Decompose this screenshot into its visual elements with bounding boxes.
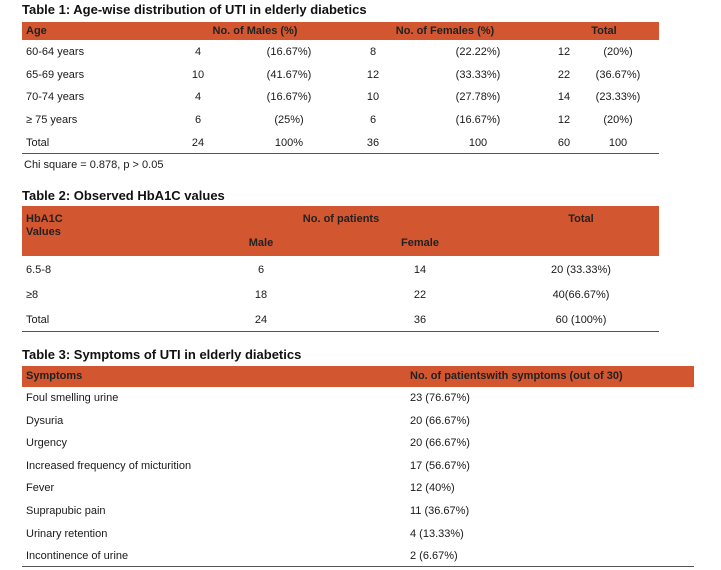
table1-cell-total-pct: 100 — [608, 137, 628, 149]
table2-cell-female: 22 — [413, 289, 427, 301]
table2-cell-male: 6 — [257, 264, 265, 276]
table3-cell-count: 12 (40%) — [410, 482, 455, 495]
table1-cell-females-pct: (27.78%) — [455, 91, 501, 103]
table2-cell-value: 6.5-8 — [26, 264, 52, 276]
table3-cell-symptom: Foul smelling urine — [26, 392, 119, 404]
table3-cell-count: 2 (6.67%) — [410, 550, 458, 563]
table3-cell-symptom: Increased frequency of micturition — [26, 459, 192, 472]
table2-cell-total: 20 (33.33%) — [551, 264, 611, 276]
table1-cell-females-pct: (33.33%) — [455, 69, 501, 81]
table3-cell-symptom: Urinary retention — [26, 527, 108, 540]
table1-cell-males-pct: (41.67%) — [266, 69, 312, 81]
table2-header-patients: No. of patients — [302, 213, 380, 225]
table1-cell-females-pct: (22.22%) — [455, 46, 501, 58]
table2-header-male: Male — [248, 237, 274, 249]
table1-cell-males: 4 — [194, 46, 202, 58]
table1-cell-males-pct: 100% — [274, 137, 304, 149]
table2-bottom-rule — [22, 331, 659, 332]
table1-header — [22, 22, 659, 40]
table2-header — [22, 206, 659, 256]
table3-cell-symptom: Dysuria — [26, 414, 64, 427]
table1-cell-males-pct: (25%) — [274, 114, 304, 126]
table3-bottom-rule — [22, 566, 694, 567]
table1-cell-total: 12 — [557, 114, 571, 126]
table3-cell-symptom: Suprapubic pain — [26, 505, 106, 517]
table1-cell-males: 10 — [191, 69, 205, 81]
table1-header-females: No. of Females (%) — [395, 25, 495, 37]
table3-cell-symptom: Fever — [26, 482, 55, 495]
table1-cell-total-pct: (23.33%) — [595, 91, 641, 103]
table1-header-total: Total — [591, 25, 617, 37]
table3-cell-symptom: Urgency — [26, 437, 67, 450]
table3-cell-symptom: Incontinence of urine — [26, 550, 129, 563]
table3-cell-count: 20 (66.67%) — [410, 414, 470, 427]
table2-title: Table 2: Observed HbA1C values — [22, 188, 225, 203]
table1-cell-total: 22 — [557, 69, 571, 81]
table1-cell-males-pct: (16.67%) — [266, 91, 312, 103]
table1-cell-age: Total — [26, 137, 50, 149]
table2-header-female: Female — [401, 237, 439, 249]
table3-title: Table 3: Symptoms of UTI in elderly diabetics — [22, 347, 302, 362]
table1-header-males: No. of Males (%) — [212, 25, 298, 37]
table1-cell-total: 60 — [557, 137, 571, 149]
table1-cell-age: 60-64 years — [26, 46, 85, 58]
table1-cell-total: 12 — [557, 46, 571, 58]
table1-header-age: Age — [26, 25, 47, 37]
table1-cell-total-pct: (20%) — [603, 114, 633, 126]
table1-cell-total-pct: (20%) — [603, 46, 633, 58]
table2-cell-female: 14 — [413, 264, 427, 276]
table1-cell-males-pct: (16.67%) — [266, 46, 312, 58]
table2-cell-female: 36 — [413, 314, 427, 326]
table1-cell-females: 10 — [366, 91, 380, 103]
table3-cell-count: 11 (36.67%) — [410, 505, 470, 517]
table2-header-hba1c-line1: HbA1C — [26, 213, 63, 225]
table2-cell-total: 60 (100%) — [555, 314, 607, 326]
table3-cell-count: 20 (66.67%) — [410, 437, 470, 450]
table1-cell-females: 8 — [369, 46, 377, 58]
table3-header-count: No. of patientswith symptoms (out of 30) — [410, 370, 623, 382]
table1-cell-total-pct: (36.67%) — [595, 69, 641, 81]
table1-cell-males: 24 — [191, 137, 205, 149]
table1-title: Table 1: Age-wise distribution of UTI in elderly diabetics — [22, 2, 367, 17]
table1-cell-females-pct: 100 — [468, 137, 488, 149]
table1-cell-total: 14 — [557, 91, 571, 103]
table1-cell-females: 12 — [366, 69, 380, 81]
table1-cell-females-pct: (16.67%) — [455, 114, 501, 126]
table2-cell-value: Total — [26, 314, 50, 326]
table3-header-symptoms: Symptoms — [26, 370, 83, 382]
table3-cell-count: 17 (56.67%) — [410, 459, 470, 472]
table3-header — [22, 366, 694, 387]
table2-header-hba1c-line2: Values — [26, 226, 61, 238]
table1-cell-age: 70-74 years — [26, 91, 85, 103]
table1-cell-age: 65-69 years — [26, 69, 85, 81]
table2-header-total: Total — [568, 213, 594, 225]
table1-cell-females: 36 — [366, 137, 380, 149]
table2-cell-total: 40(66.67%) — [552, 289, 610, 301]
table1-note: Chi square = 0.878, p > 0.05 — [24, 159, 164, 171]
table1-cell-males: 6 — [194, 114, 202, 126]
table2-cell-male: 24 — [254, 314, 268, 326]
table1-cell-age: ≥ 75 years — [26, 114, 78, 126]
table1-bottom-rule — [22, 153, 659, 154]
table3-cell-count: 23 (76.67%) — [410, 392, 470, 404]
table2-cell-value: ≥8 — [26, 289, 39, 301]
table3-cell-count: 4 (13.33%) — [410, 527, 464, 540]
table1-cell-males: 4 — [194, 91, 202, 103]
table1-cell-females: 6 — [369, 114, 377, 126]
table2-cell-male: 18 — [254, 289, 268, 301]
